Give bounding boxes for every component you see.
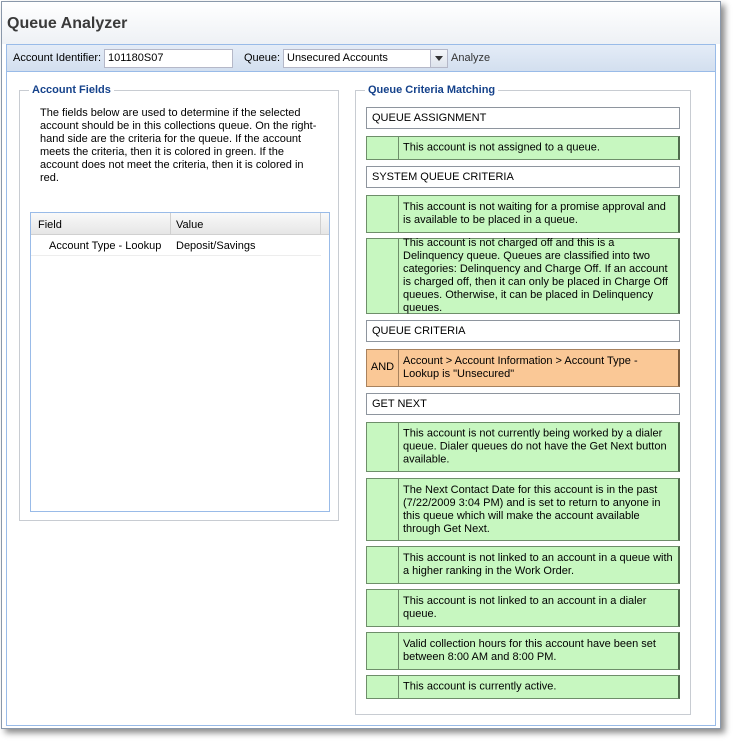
- account-fields-description: The fields below are used to determine if the selected account should be in this collections queue. On the right-hand side are the criteria for the queue. If the account meets the criteria, then it is colored in green. If the account does not meet the criteria, then it is colored in red.: [40, 107, 317, 184]
- section-system-queue-criteria: SYSTEM QUEUE CRITERIA: [366, 166, 680, 188]
- column-separator[interactable]: [170, 213, 171, 234]
- criteria-item: [366, 136, 680, 160]
- toolbar: [6, 44, 716, 72]
- criteria-item: [366, 589, 680, 627]
- criteria-item: [366, 546, 680, 584]
- account-identifier-label: Account Identifier:: [13, 52, 102, 64]
- queue-label: Queue:: [244, 52, 281, 64]
- criteria-text: This account is currently active.: [403, 680, 557, 693]
- criteria-operator: AND: [370, 361, 395, 373]
- criteria-gutter: [367, 676, 399, 698]
- section-queue-criteria: QUEUE CRITERIA: [366, 320, 680, 342]
- criteria-gutter: [367, 633, 399, 669]
- criteria-gutter: [367, 137, 399, 159]
- content-area: [6, 72, 716, 726]
- criteria-text: The Next Contact Date for this account is in the past (7/22/2009 3:04 PM) and is set to return to anyone in this queue which will make the account available through Get Next.: [403, 483, 661, 535]
- criteria-text: Account > Account Information > Account Type - Lookup is "Unsecured": [403, 355, 638, 380]
- account-fields-legend: Account Fields: [29, 84, 114, 96]
- criteria-item: [366, 478, 680, 541]
- combo-trigger[interactable]: [430, 50, 447, 67]
- criteria-item: [366, 675, 680, 699]
- criteria-gutter: [367, 423, 399, 471]
- criteria-item-fail: [366, 349, 680, 387]
- chevron-down-icon: [435, 56, 443, 61]
- criteria-gutter: [367, 547, 399, 583]
- criteria-item: [366, 238, 680, 314]
- criteria-text: This account is not linked to an account in a queue with a higher ranking in the Work Order.: [403, 552, 673, 577]
- column-header-value[interactable]: Value: [176, 219, 204, 231]
- criteria-gutter: [367, 239, 399, 313]
- section-get-next: GET NEXT: [366, 393, 680, 415]
- window-title: Queue Analyzer: [7, 15, 128, 32]
- queue-analyzer-window: [1, 1, 721, 729]
- analyze-button[interactable]: Analyze: [451, 52, 491, 64]
- criteria-item: [366, 422, 680, 472]
- criteria-text: This account is not currently being worked by a dialer queue. Dialer queues do not have the Get Next button available.: [403, 427, 667, 466]
- title-bar: [2, 2, 720, 44]
- criteria-gutter: [367, 590, 399, 626]
- criteria-gutter: [367, 196, 399, 232]
- table-row[interactable]: [31, 235, 321, 256]
- criteria-item: [366, 632, 680, 670]
- grid-header: [31, 213, 329, 235]
- criteria-text: This account is not linked to an account in a dialer queue.: [403, 595, 647, 620]
- account-fields-grid: [30, 212, 330, 512]
- criteria-item: [366, 195, 680, 233]
- queue-select-value: Unsecured Accounts: [287, 52, 388, 64]
- account-fields-panel: [19, 84, 339, 521]
- column-header-field[interactable]: Field: [38, 219, 62, 231]
- queue-select[interactable]: [283, 49, 448, 68]
- account-identifier-input[interactable]: 101180S07: [104, 49, 233, 68]
- criteria-text: Valid collection hours for this account have been set between 8:00 AM and 8:00 PM.: [403, 638, 656, 663]
- criteria-text: This account is not waiting for a promise approval and is available to be placed in a queue.: [403, 201, 666, 226]
- section-queue-assignment: QUEUE ASSIGNMENT: [366, 107, 680, 129]
- criteria-text: This account is not charged off and this is a Delinquency queue. Queues are classified into two categories: Delinquency and Charge Off. If an account is charged off, then it can only be placed in Charge Off queues. Otherwise, it can be placed in Delinquency queues.: [403, 237, 668, 314]
- column-separator[interactable]: [320, 213, 321, 234]
- cell-field: Account Type - Lookup: [49, 240, 162, 252]
- queue-criteria-panel: [355, 84, 691, 715]
- criteria-gutter: [367, 479, 399, 540]
- criteria-text: This account is not assigned to a queue.: [403, 141, 600, 154]
- cell-value: Deposit/Savings: [176, 240, 256, 252]
- queue-criteria-legend: Queue Criteria Matching: [365, 84, 498, 96]
